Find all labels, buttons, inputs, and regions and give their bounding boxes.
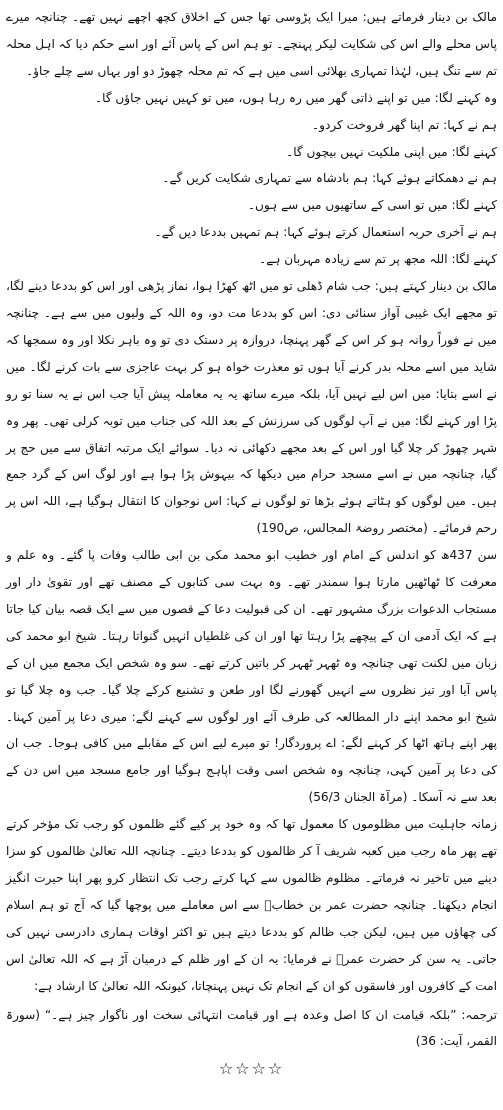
paragraph-quran-translation: ترجمہ: ”بلکہ قیامت ان کا اصل وعدہ ہے اور قیامت انتہائی سخت اور ناگوار چیز ہے۔“ (سورۃ القمر، آیت: 36) — [6, 1007, 497, 1049]
section-divider-stars: ☆☆☆☆ — [218, 1059, 285, 1079]
dialogue-line-6: ہم نے آخری حربہ استعمال کرتے ہوئے کہا: ہم تمہیں بددعا دیں گے۔ — [154, 225, 497, 240]
paragraph-jahiliyyah-rajab: زمانہ جاہلیت میں مظلوموں کا معمول تھا کہ وہ خود پر کیے گئے ظلموں کو رجب تک مؤخر کرتے تھے پھر ماہ رجب میں کعبہ شریف آ کر ظالموں کو بددعا دیتے۔ چنانچہ اللہ تعالیٰ ظالموں کو سزا دینے میں تاخیر نہ فرماتے۔ مظلوم ظالموں سے کہا کرتے رجب تک انتظار کرو پھر اپنا حیرت انگیز انجام دیکھنا۔ چنانچہ حضرت عمر بن خطابؓ سے اس معاملے میں پوچھا گیا کہ آج تو ہم اسلام کی چھاؤں میں ہیں، لیکن جب ظالم کو بددعا دیتے ہیں تو اکثر اوقات ہماری دادرسی نہیں کی جاتی۔ یہ سن کر حضرت عمرؓ نے فرمایا: یہ ان کے اور ظلم کے درمیان آڑ ہے کہ اللہ تعالیٰ اس امت کے کافروں اور فاسقوں کو ان کے انجام تک نہیں پہنچاتا، کیونکہ اللہ تعالیٰ کا ارشاد ہے: — [6, 817, 497, 993]
dialogue-line-1: وہ کہنے لگا: میں تو اپنے ذاتی گھر میں رہ رہا ہوں، میں تو کہیں نہیں جاؤں گا۔ — [95, 90, 497, 105]
dialogue-line-3: کہنے لگا: میں اپنی ملکیت نہیں بیچوں گا۔ — [286, 144, 497, 159]
paragraph-malik-story-conclusion: مالک بن دینار کہتے ہیں: جب شام ڈھلی تو میں اٹھ کھڑا ہوا، نماز پڑھی اور اس کو بددعا دینے لگا، تو مجھے ایک غیبی آواز سنائی دی: اس کو بددعا مت دو، وہ اللہ کے ولیوں میں سے ہے۔ چنانچہ میں نے فوراً روانہ ہو کر اس کے گھر پہنچا، دروازہ پر دستک دی تو وہ باہر نکلا اور وہ سمجھا کہ شاید میں اسے محلہ بدر کرنے آیا ہوں تو معذرت خواہ ہو کر بہت عاجزی سے بات کرنے لگا۔ میں نے اسے بتایا: میں اس لیے نہیں آیا، بلکہ میرے ساتھ یہ یہ معاملہ پیش آیا جب اس نے یہ سنا تو رو پڑا اور کہنے لگا: میں نے آپ لوگوں کی سرزنش کے بعد اللہ کی جناب میں توبہ کرلی تھی۔ پھر وہ شہر چھوڑ کر چلا گیا اور اس کے بعد مجھے دکھائی نہ دیا۔ سوائے ایک مرتبہ اتفاق سے میں حج پر گیا، چنانچہ میں نے اسے مسجد حرام میں دیکھا کہ بیہوش پڑا ہوا ہے اور لوگ اس کے گرد جمع ہیں۔ میں لوگوں کو ہٹاتے ہوئے بڑھا تو لوگوں نے کہا: اس نوجوان کا انتقال ہوگیا ہے، اللہ اس پر رحم فرمائے۔ (مختصر روضۃ المجالس، ص190) — [6, 279, 497, 536]
paragraph-neighbor-story-intro: مالک بن دینار فرماتے ہیں: میرا ایک پڑوسی تھا جس کے اخلاق کچھ اچھے نہیں تھے۔ چنانچہ میرے پاس محلے والے اس کی شکایت لیکر پہنچے۔ تو ہم اس کے پاس آئے اور اسے حکم دیا کہ اہل محلہ تم سے تنگ ہیں، لہٰذا تمہاری بھلائی اسی میں ہے کہ تم محلہ چھوڑ دو اور یہاں سے چلے جاؤ۔ — [6, 10, 497, 78]
dialogue-line-4: ہم نے دھمکاتے ہوئے کہا: ہم بادشاہ سے تمہاری شکایت کریں گے۔ — [162, 171, 497, 186]
dialogue-line-5: کہنے لگا: میں تو اسی کے ساتھیوں میں سے ہوں۔ — [247, 198, 497, 213]
paragraph-abu-muhammad-makki: سن 437ھ کو اندلس کے امام اور خطیب ابو محمد مکی بن ابی طالب وفات پا گئے۔ وہ علم و معرفت کا ٹھاٹھیں مارتا ہوا سمندر تھے۔ وہ بہت سی کتابوں کے مصنف تھے اور تقویٰ دار اور مستجاب الدعوات بزرگ مشہور تھے۔ ان کی قبولیت دعا کے قصوں میں سے ایک قصہ بیان کیا جاتا ہے کہ ایک آدمی ان کے پیچھے پڑا رہتا تھا اور ان کی غلطیاں انہیں گنواتا رہتا۔ شیخ ابو محمد کی زبان میں لکنت تھی چنانچہ وہ ٹھہر ٹھہر کر باتیں کرتے تھے۔ سو وہ شخص ایک مجمع میں ان کے پاس آیا اور تیز نظروں سے انہیں گھورنے لگا اور طعن و تشنیع کرکے چلا گیا۔ جب وہ چلا گیا تو شیخ ابو محمد اپنے دار المطالعہ کی طرف آئے اور لوگوں سے کہنے لگے: میری دعا پر آمین کہنا۔ پھر اپنے ہاتھ اٹھا کر کہنے لگے: اے پروردگار! تو میرے لیے اس کے مقابلے میں کافی ہوجا۔ جب ان کی دعا پر آمین کہی، چنانچہ وہ شخص اسی وقت اپاہج ہوگیا اور جامع مسجد میں اس دن کے بعد سے نہ آسکا۔ (مرآۃ الجنان 56/3) — [6, 548, 497, 805]
dialogue-line-2: ہم نے کہا: تم اپنا گھر فروخت کردو۔ — [312, 117, 497, 132]
dialogue-line-7: کہنے لگا: اللہ مجھ پر تم سے زیادہ مہربان ہے۔ — [259, 252, 497, 267]
